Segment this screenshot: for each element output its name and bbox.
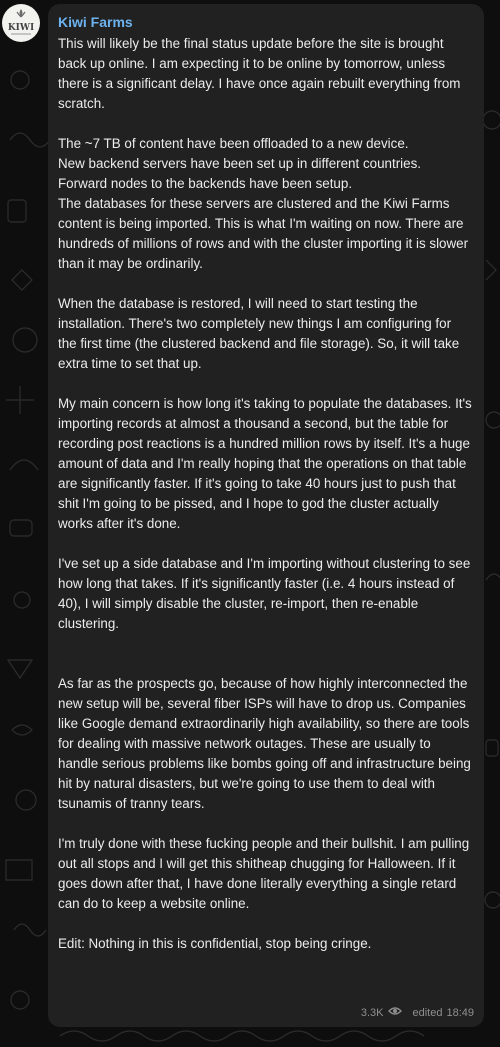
- message-bubble: [48, 4, 484, 1027]
- message-paragraph: I've set up a side database and I'm importing without clustering to see how long that takes. If it's significantly faster (i.e. 4 hours instead of 40), I will simply disable the cluster, re-import, then re-enable clustering.: [58, 556, 471, 631]
- message-time: 18:49: [446, 1006, 474, 1019]
- avatar-text: KIWI: [7, 23, 35, 33]
- edited-label: edited: [412, 1006, 443, 1019]
- message-paragraph: This will likely be the final status update before the site is brought back up online. I am expecting it to be online by tomorrow, unless there is a significant delay. I have once again rebuilt everything from scratch.: [58, 36, 461, 111]
- message-paragraph: My main concern is how long it's taking to populate the databases. It's importing records at almost a thousand a second, but the table for recording post reactions is a hundred million rows by itself. It's a huge amount of data and I'm really hoping that the operations on that table are significantly faster. If it's going to take 40 hours just to push that shit I'm going to be pissed, and I hope to god the cluster actually works after it's done.: [58, 396, 472, 531]
- message-paragraph: When the database is restored, I will need to start testing the installation. There's two completely new things I am configuring for the first time (the clustered backend and file storage). So, it will take extra time to set that up.: [58, 296, 460, 371]
- message-text: [58, 34, 472, 954]
- sender-name[interactable]: Kiwi Farms: [58, 14, 133, 30]
- message-paragraph: As far as the prospects go, because of how highly interconnected the new setup will be, several fiber ISPs will have to drop us. Companies like Google demand extraordinarily high availability, so there are tools for dealing with massive network outages. These are usually to handle serious problems like bombs going off and infrastructure being hit by natural disasters, but we're going to use them to deal with tsunamis of tranny tears.: [58, 676, 471, 811]
- message-paragraph: I'm truly done with these fucking people and their bullshit. I am pulling out all stops and I will get this shitheap chugging for Halloween. If it goes down after that, I have done literally everything a single retard can do to keep a website online.: [58, 836, 470, 911]
- message-paragraph: Edit: Nothing in this is confidential, stop being cringe.: [58, 936, 372, 951]
- message-paragraph: The ~7 TB of content have been offloaded to a new device. New backend servers have been set up in different countries. Forward nodes to the backends have been setup. The databases for these servers are clustered and the Kiwi Farms content is being imported. This is what I'm waiting on now. There are hundreds of millions of rows and with the cluster importing it is slower than it may be ordinarily.: [58, 136, 469, 271]
- views-count: 3.3K: [360, 1006, 384, 1019]
- channel-avatar[interactable]: [2, 4, 40, 42]
- message-meta: [361, 1006, 474, 1019]
- eye-icon: [388, 1006, 402, 1019]
- kiwi-logo-icon: [2, 4, 40, 42]
